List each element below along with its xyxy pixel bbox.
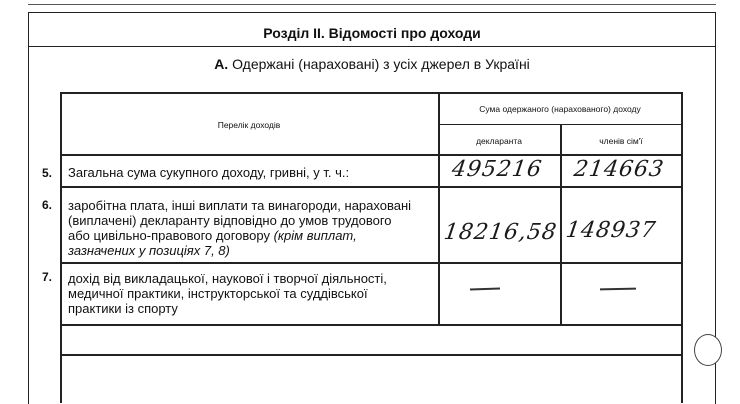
row7-family-dash [600,288,636,290]
subsection-text: Одержані (нараховані) з усіх джерел в Україні [232,56,530,72]
row8-bottom [60,354,682,356]
header-income-list: Перелік доходів [217,120,281,130]
row5-text: Загальна сума сукупного доходу, гривні, у т. ч.: [68,165,350,180]
row6-text-line4: зазначених у позиціях 7, 8) [68,243,230,258]
row7-bottom [60,324,682,326]
row6-declarant-value: 18216,58 [442,220,559,245]
subsection-title [28,56,716,72]
row6-text-line1: заробітна плата, інші виплати та винагороди, нараховані [68,198,412,213]
row7-number: 7. [42,270,53,284]
row7-declarant-dash [470,287,500,290]
page-curl-mark [694,334,722,366]
col-divider-1 [438,92,440,324]
row7-text-line1: дохід від викладацької, наукової і творчої діяльності, [68,271,387,286]
row5-family-value: 214663 [572,157,666,182]
header-declarant: декларанта [476,136,522,146]
row6-family-value: 148937 [564,218,658,243]
row7-text-line3: практики із спорту [68,301,178,316]
row6-number: 6. [42,198,53,212]
row6-text-line2: (виплачені) декларанту відповідно до умов трудового [68,213,392,228]
table-left-border [60,92,62,403]
row6-bottom [60,262,682,264]
row6-text-line3-normal: або цивільно-правового договору [68,228,274,243]
subsection-letter: А. [214,56,229,72]
row5-number: 5. [42,166,53,180]
header-amount-group: Сума одержаного (нарахованого) доходу [479,104,641,114]
header-bottom [60,154,682,156]
row7-text-line2: медичної практики, інструкторської та суддівської [68,286,368,301]
row5-bottom [60,186,682,188]
row5-declarant-value: 495216 [450,157,544,182]
header-family: членів сім'ї [599,136,643,146]
header-subdivider [438,124,682,125]
top-rule [28,4,716,5]
income-table [60,92,682,403]
section-title: Розділ ІІ. Відомості про доходи [28,20,716,47]
row6-text-line3-italic: (крім виплат, [273,228,357,243]
row6-text-line3 [68,228,357,243]
table-top-border [60,92,682,94]
